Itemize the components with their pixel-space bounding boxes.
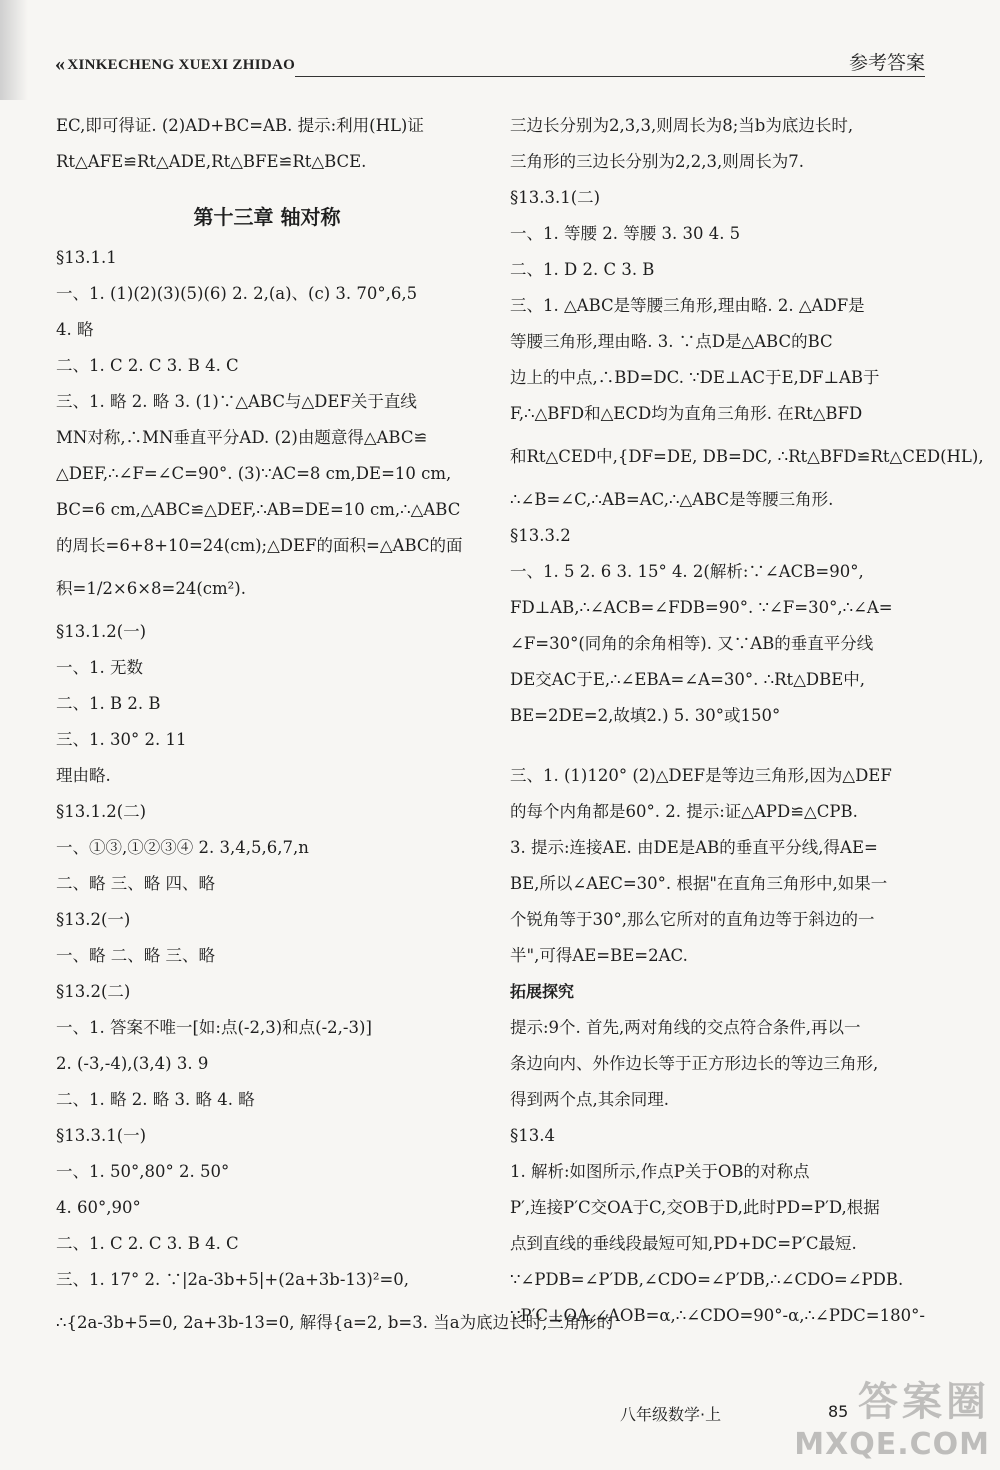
text-line: 4. 60°,90° [56,1198,141,1217]
watermark [794,1370,990,1462]
text-line: 三、1. 30° 2. 11 [56,730,187,749]
text-line: 个锐角等于30°,那么它所对的直角边等于斜边的一 [510,910,875,929]
text-line: ∵∠PDB=∠P′DB,∠CDO=∠P′DB,∴∠CDO=∠PDB. [510,1270,904,1289]
text-line: 一、1. (1)(2)(3)(5)(6) 2. 2,(a)、(c) 3. 70°,6,5 [56,284,418,303]
text-line: 点到直线的垂线段最短可知,PD+DC=P′C最短. [510,1234,857,1253]
text-line: P′,连接P′C交OA于C,交OB于D,此时PD=P′D,根据 [510,1198,880,1217]
header-rule [295,76,925,77]
section-heading: §13.1.2(二) [56,802,147,821]
text-line: EC,即可得证. (2)AD+BC=AB. 提示:利用(HL)证 [56,116,424,135]
section-heading: §13.2(二) [56,982,131,1001]
text-line: 1. 解析:如图所示,作点P关于OB的对称点 [510,1162,810,1181]
text-line: ∵P′C⊥OA,∠AOB=α,∴∠CDO=90°-α,∴∠PDC=180°- [510,1306,925,1325]
header-series-title [55,52,295,75]
text-line: 3. 提示:连接AE. 由DE是AB的垂直平分线,得AE= [510,838,878,857]
section-heading: §13.2(一) [56,910,131,929]
text-line: MN对称,∴MN垂直平分AD. (2)由题意得△ABC≌ [56,428,428,447]
text-line: 一、1. 等腰 2. 等腰 3. 30 4. 5 [510,224,741,243]
text-line: 和Rt△CED中,{DF=DE, DB=DC, ∴Rt△BFD≌Rt△CED(HL), [510,447,984,466]
footer-grade-subject: 八年级数学·上 [620,1405,722,1424]
double-chevron-left-icon: « [55,53,66,75]
page-number: 85 [828,1402,849,1421]
text-line: 一、1. 5 2. 6 3. 15° 4. 2(解析:∵∠ACB=90°, [510,562,864,581]
text-line: 三、1. △ABC是等腰三角形,理由略. 2. △ADF是 [510,296,865,315]
section-heading: §13.1.2(一) [56,622,147,641]
text-line: 的每个内角都是60°. 2. 提示:证△APD≌△CPB. [510,802,858,821]
text-line: 二、略 三、略 四、略 [56,874,215,893]
right-column [510,108,984,1334]
text-line: 三、1. 17° 2. ∵|2a-3b+5|+(2a+3b-13)²=0, [56,1270,410,1289]
text-line: BE,所以∠AEC=30°. 根据"在直角三角形中,如果一 [510,874,888,893]
text-line: 二、1. C 2. C 3. B 4. C [56,1234,239,1253]
header-left-text: XINKECHENG XUEXI ZHIDAO [67,57,296,73]
text-line: 得到两个点,其余同理. [510,1090,669,1109]
text-line: 一、1. 无数 [56,658,143,677]
text-line: F,∴△BFD和△ECD均为直角三角形. 在Rt△BFD [510,404,863,423]
section-heading: §13.3.2 [510,526,571,545]
text-line: 积=1/2×6×8=24(cm²). [56,579,246,598]
text-line: 2. (-3,-4),(3,4) 3. 9 [56,1054,209,1073]
subsection-heading: 拓展探究 [510,982,575,1001]
text-line: 一、1. 50°,80° 2. 50° [56,1162,230,1181]
text-line: 边上的中点,∴BD=DC. ∵DE⊥AC于E,DF⊥AB于 [510,368,880,387]
page-header [55,46,925,80]
section-heading: §13.3.1(一) [56,1126,147,1145]
text-line: DE交AC于E,∴∠EBA=∠A=30°. ∴Rt△DBE中, [510,670,866,689]
text-line: 三边长分别为2,3,3,则周长为8;当b为底边长时, [510,116,854,135]
text-line: 一、1. 答案不唯一[如:点(-2,3)和点(-2,-3)] [56,1018,372,1037]
text-line: 二、1. B 2. B [56,694,161,713]
text-line: 三角形的三边长分别为2,2,3,则周长为7. [510,152,804,171]
text-line: 二、1. D 2. C 3. B [510,260,655,279]
chapter-title: 第十三章 轴对称 [193,205,341,229]
text-line: 一、略 二、略 三、略 [56,946,215,965]
text-line: BC=6 cm,△ABC≌△DEF,∴AB=DE=10 cm,∴△ABC [56,500,461,519]
section-heading: §13.4 [510,1126,555,1145]
text-line: 条边向内、外作边长等于正方形边长的等边三角形, [510,1054,879,1073]
text-line: 等腰三角形,理由略. 3. ∵点D是△ABC的BC [510,332,833,351]
text-line: BE=2DE=2,故填2.) 5. 30°或150° [510,706,781,725]
section-heading: §13.1.1 [56,248,117,267]
text-line: 二、1. 略 2. 略 3. 略 4. 略 [56,1090,255,1109]
text-line: 三、1. 略 2. 略 3. (1)∵△ABC与△DEF关于直线 [56,392,417,411]
text-line: 二、1. C 2. C 3. B 4. C [56,356,239,375]
text-line: ∠F=30°(同角的余角相等). 又∵AB的垂直平分线 [510,634,874,653]
header-section-title: 参考答案 [848,52,925,74]
text-line: Rt△AFE≌Rt△ADE,Rt△BFE≌Rt△BCE. [56,152,367,171]
text-line: ∴∠B=∠C,∴AB=AC,∴△ABC是等腰三角形. [510,490,834,509]
text-line: 4. 略 [56,320,94,339]
text-line: 理由略. [56,766,111,785]
text-line: 一、①③,①②③④ 2. 3,4,5,6,7,n [56,838,309,857]
page-edge-shadow [0,0,28,100]
text-line: ∴{2a-3b+5=0, 2a+3b-13=0, 解得{a=2, b=3. 当a为底边长时,三角形的 [56,1313,614,1332]
watermark-url: MXQE.COM [794,1427,990,1462]
text-line: 提示:9个. 首先,两对角线的交点符合条件,再以一 [510,1018,861,1037]
text-line: △DEF,∴∠F=∠C=90°. (3)∵AC=8 cm,DE=10 cm, [56,464,452,483]
text-line: 的周长=6+8+10=24(cm);△DEF的面积=△ABC的面 [56,536,463,555]
section-heading: §13.3.1(二) [510,188,601,207]
watermark-logo: 答案圈 [858,1379,990,1425]
text-line: 半",可得AE=BE=2AC. [510,946,688,965]
text-line: 三、1. (1)120° (2)△DEF是等边三角形,因为△DEF [510,766,892,785]
text-line: FD⊥AB,∴∠ACB=∠FDB=90°. ∵∠F=30°,∴∠A= [510,598,893,617]
blank-gap [510,734,930,758]
